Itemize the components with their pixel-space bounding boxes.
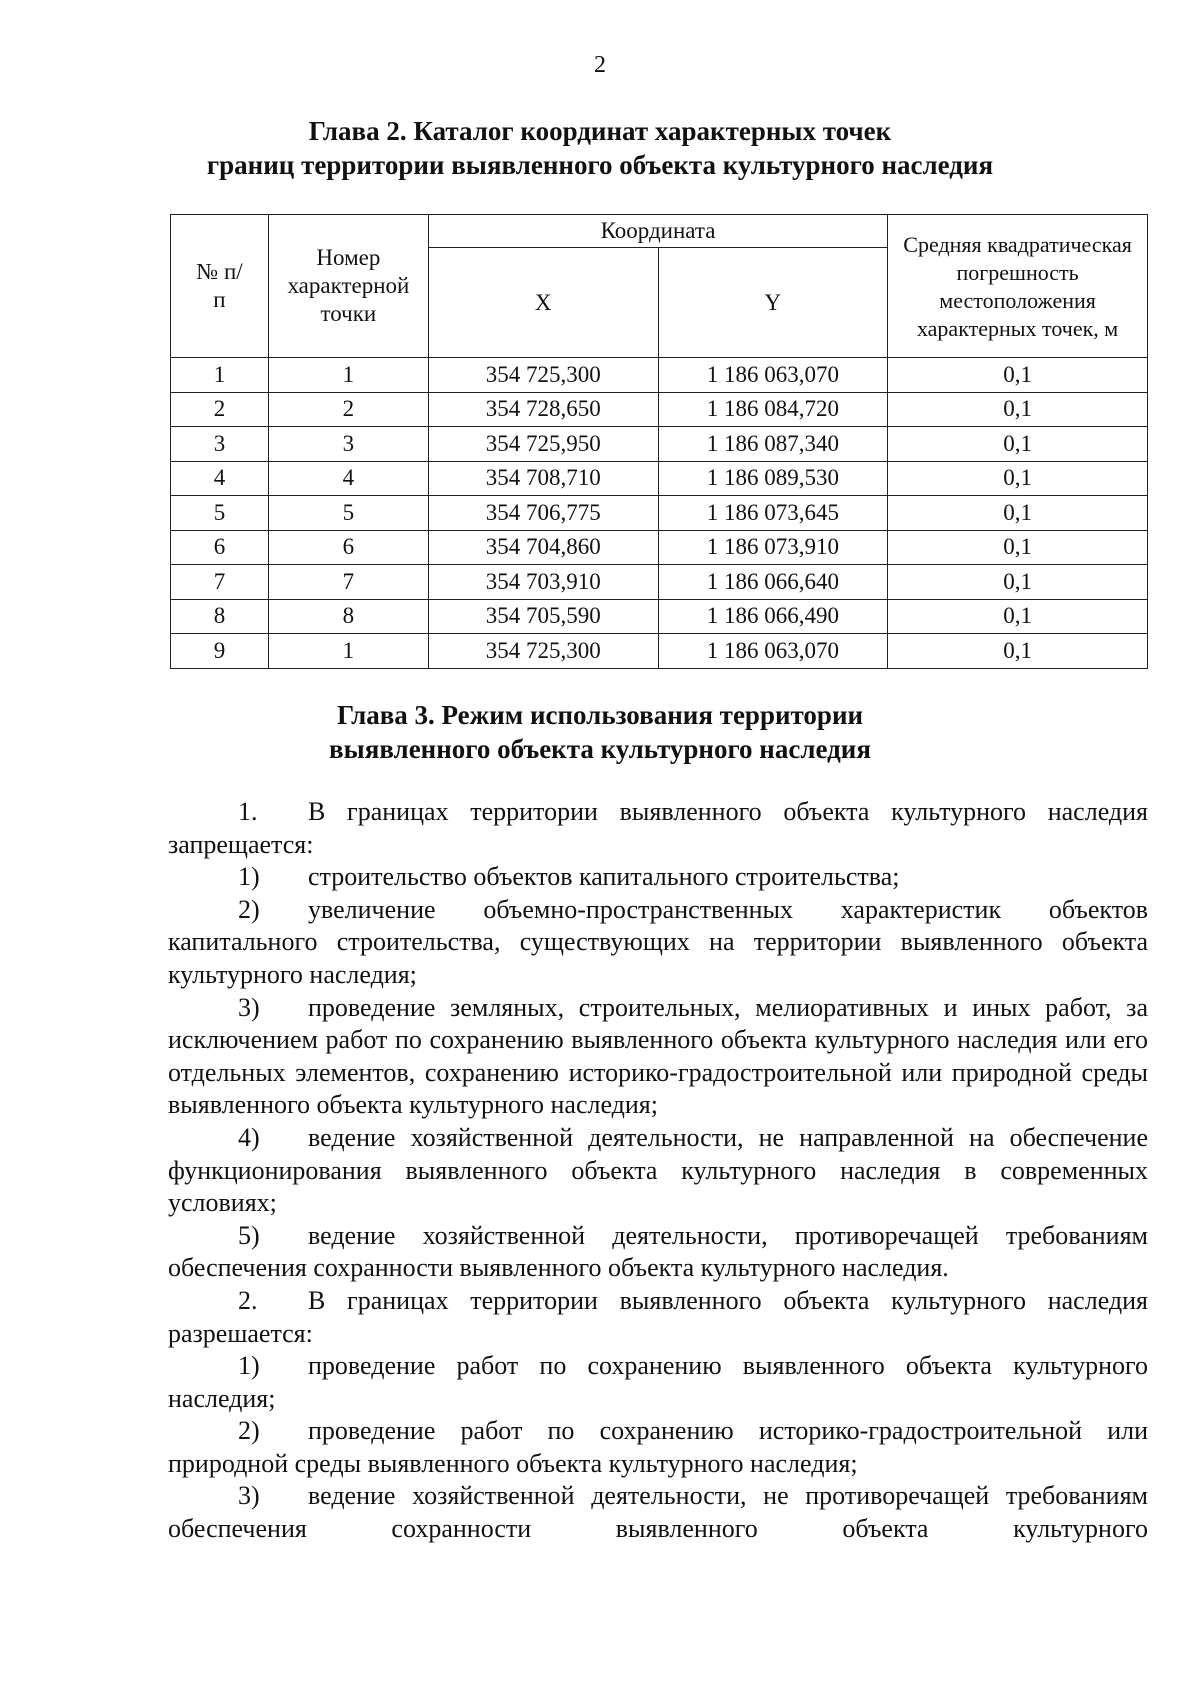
cell-y: 1 186 063,070 [658, 358, 888, 393]
list-item-text: ведение хозяйственной деятельности, не направленной на обеспечение функционирования выявленного объекта культурного наследия в современных условиях; [168, 1122, 1148, 1218]
cell-x: 354 728,650 [428, 392, 658, 427]
list-item [168, 1285, 1148, 1350]
list-item-text: ведение хозяйственной деятельности, противоречащей требованиям обеспечения сохранности выявленного объекта культурного наследия. [168, 1220, 1148, 1283]
cell-row-number: 2 [171, 392, 269, 427]
cell-x: 354 725,950 [428, 427, 658, 462]
list-item-text: проведение работ по сохранению выявленного объекта культурного наследия; [168, 1351, 1148, 1413]
cell-error: 0,1 [888, 496, 1148, 531]
cell-y: 1 186 066,490 [658, 599, 888, 634]
chapter-2-title [0, 114, 1200, 182]
list-item [168, 1350, 1148, 1415]
cell-x: 354 705,590 [428, 599, 658, 634]
cell-point-number: 2 [268, 392, 428, 427]
list-item-text: проведение земляных, строительных, мелиоративных и иных работ, за исключением работ по сохранению выявленного объекта культурного наследия или его отдельных элементов, сохранению историко-градостроительной или природной среды выявленного объекта культурного наследия; [168, 992, 1148, 1120]
chapter-2-title-line-1: Глава 2. Каталог координат характерных точек [308, 116, 892, 146]
cell-row-number: 3 [171, 427, 269, 462]
cell-y: 1 186 089,530 [658, 461, 888, 496]
header-coordinate: Координата [428, 215, 887, 248]
cell-y: 1 186 073,645 [658, 496, 888, 531]
table-row [171, 392, 1148, 427]
cell-point-number: 1 [268, 634, 428, 669]
cell-point-number: 6 [268, 530, 428, 565]
chapter-3-body [168, 796, 1148, 1546]
list-item [168, 861, 1148, 894]
list-item [168, 1415, 1148, 1480]
cell-x: 354 704,860 [428, 530, 658, 565]
list-item [168, 894, 1148, 992]
cell-row-number: 6 [171, 530, 269, 565]
cell-point-number: 1 [268, 358, 428, 393]
cell-error: 0,1 [888, 358, 1148, 393]
cell-x: 354 725,300 [428, 634, 658, 669]
cell-y: 1 186 087,340 [658, 427, 888, 462]
list-item-text: В границах территории выявленного объекта культурного наследия запрещается: [168, 797, 1148, 859]
list-item-number: 4) [238, 1122, 260, 1152]
cell-x: 354 708,710 [428, 461, 658, 496]
cell-y: 1 186 066,640 [658, 565, 888, 600]
page-number: 2 [594, 52, 606, 78]
chapter-3-title-line-1: Глава 3. Режим использования территории [336, 700, 864, 730]
list-item-number: 5) [238, 1220, 260, 1250]
cell-error: 0,1 [888, 634, 1148, 669]
list-item-number: 1) [238, 862, 260, 892]
cell-y: 1 186 073,910 [658, 530, 888, 565]
cell-point-number: 5 [268, 496, 428, 531]
list-item-text: увеличение объемно-пространственных характеристик объектов капитального строительства, существующих на территории выявленного объекта культурного наследия; [168, 894, 1148, 989]
cell-point-number: 4 [268, 461, 428, 496]
cell-row-number: 8 [171, 599, 269, 634]
cell-error: 0,1 [888, 565, 1148, 600]
list-item [168, 1122, 1148, 1220]
cell-x: 354 706,775 [428, 496, 658, 531]
header-num: № п/п [171, 215, 269, 358]
cell-error: 0,1 [888, 392, 1148, 427]
list-item [168, 1220, 1148, 1285]
coordinates-table [170, 214, 1148, 669]
list-item [168, 992, 1148, 1122]
table-row [171, 634, 1148, 669]
cell-x: 354 725,300 [428, 358, 658, 393]
table-row [171, 461, 1148, 496]
list-item-number: 1) [238, 1351, 260, 1381]
cell-error: 0,1 [888, 427, 1148, 462]
cell-row-number: 1 [171, 358, 269, 393]
table-row [171, 599, 1148, 634]
cell-y: 1 186 084,720 [658, 392, 888, 427]
list-item-number: 3) [238, 1481, 260, 1511]
cell-x: 354 703,910 [428, 565, 658, 600]
table-row [171, 530, 1148, 565]
table-row [171, 427, 1148, 462]
header-x: X [428, 248, 658, 358]
list-item-number: 2) [238, 1416, 260, 1446]
cell-error: 0,1 [888, 530, 1148, 565]
table-row [171, 496, 1148, 531]
cell-point-number: 8 [268, 599, 428, 634]
cell-point-number: 7 [268, 565, 428, 600]
chapter-3-title [0, 698, 1200, 766]
cell-error: 0,1 [888, 599, 1148, 634]
list-item [168, 796, 1148, 861]
list-item-text: ведение хозяйственной деятельности, не противоречащей требованиям обеспечения сохранности выявленного объекта культурного [168, 1481, 1148, 1544]
list-item-number: 2. [238, 1285, 258, 1315]
header-y: Y [658, 248, 888, 358]
cell-error: 0,1 [888, 461, 1148, 496]
list-item-text: проведение работ по сохранению историко-градостроительной или природной среды выявленного объекта культурного наследия; [168, 1416, 1148, 1478]
table-row [171, 565, 1148, 600]
cell-y: 1 186 063,070 [658, 634, 888, 669]
chapter-2-title-line-2: границ территории выявленного объекта культурного наследия [206, 150, 994, 180]
list-item-text: В границах территории выявленного объекта культурного наследия разрешается: [168, 1285, 1148, 1348]
header-point-number: Номер характерной точки [268, 215, 428, 358]
list-item-number: 1. [238, 797, 258, 826]
chapter-3-title-line-2: выявленного объекта культурного наследия [329, 734, 871, 764]
list-item-number: 2) [238, 894, 260, 924]
table-row [171, 358, 1148, 393]
cell-row-number: 9 [171, 634, 269, 669]
cell-point-number: 3 [268, 427, 428, 462]
list-item-number: 3) [238, 992, 260, 1022]
header-mean-square-error: Средняя квадратическая погрешность местоположения характерных точек, м [888, 215, 1148, 358]
list-item-text: строительство объектов капитального строительства; [308, 862, 900, 892]
cell-row-number: 7 [171, 565, 269, 600]
cell-row-number: 5 [171, 496, 269, 531]
list-item [168, 1480, 1148, 1545]
coordinates-table-body [171, 358, 1148, 669]
cell-row-number: 4 [171, 461, 269, 496]
